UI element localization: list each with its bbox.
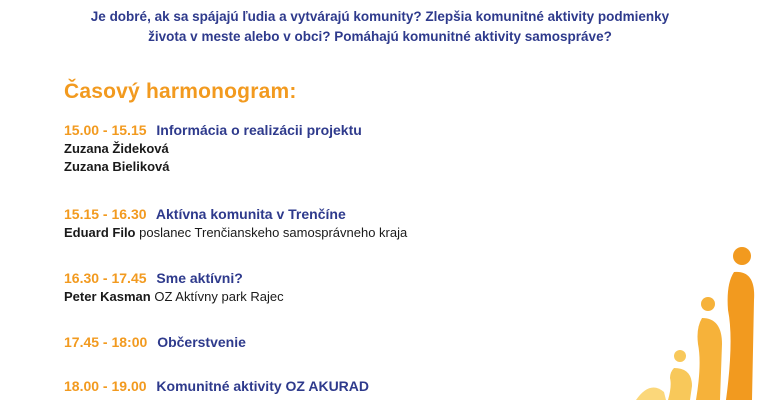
figure-head-icon [733, 247, 751, 265]
schedule-item-header [64, 268, 284, 288]
schedule-item-header [64, 204, 407, 224]
schedule-item-header [64, 376, 369, 396]
schedule-topic: Komunitné aktivity OZ AKURAD [156, 378, 370, 394]
figure-head-icon [701, 297, 715, 311]
speaker [64, 288, 284, 306]
schedule-topic: Občerstvenie [157, 334, 246, 350]
figure-body-icon [668, 368, 692, 400]
schedule-time: 18.00 - 19.00 [64, 378, 147, 394]
schedule-item-header [64, 120, 362, 140]
schedule-item [64, 204, 407, 242]
figure-head-icon [674, 350, 686, 362]
schedule-time: 15.00 - 15.15 [64, 122, 147, 138]
schedule-item [64, 376, 369, 396]
speaker-name: Zuzana Žideková [64, 141, 169, 156]
schedule-time: 17.45 - 18:00 [64, 334, 148, 350]
figure-body-icon [636, 388, 666, 400]
schedule-title: Časový harmonogram: [64, 80, 297, 103]
figure-body-icon [696, 318, 722, 400]
schedule-topic: Sme aktívni? [156, 270, 243, 286]
intro-line-1: Je dobré, ak sa spájajú ľudia a vytvárajú komunity? Zlepšia komunitné aktivity podmienky [90, 9, 670, 24]
speaker [64, 140, 362, 158]
figure-body-icon [726, 272, 754, 400]
speaker-role: poslanec Trenčianskeho samosprávneho kraja [135, 225, 408, 240]
speaker [64, 224, 407, 242]
speaker-name: Zuzana Bieliková [64, 159, 170, 174]
schedule-time: 15.15 - 16.30 [64, 206, 147, 222]
schedule-time: 16.30 - 17.45 [64, 270, 147, 286]
intro-questions [60, 7, 700, 47]
speaker-name: Eduard Filo [64, 225, 136, 240]
schedule-item [64, 332, 246, 352]
intro-line-2: života v meste alebo v obci? Pomáhajú komunitné aktivity samospráve? [148, 29, 612, 44]
schedule-topic: Aktívna komunita v Trenčíne [155, 206, 346, 222]
schedule-item [64, 120, 362, 176]
speaker-name: Peter Kasman [64, 289, 151, 304]
speaker-role: OZ Aktívny park Rajec [150, 289, 284, 304]
schedule-item-header [64, 332, 246, 352]
community-people-figures-icon [630, 240, 760, 400]
schedule-item [64, 268, 284, 306]
schedule-topic: Informácia o realizácii projektu [156, 122, 362, 138]
speaker [64, 158, 362, 176]
